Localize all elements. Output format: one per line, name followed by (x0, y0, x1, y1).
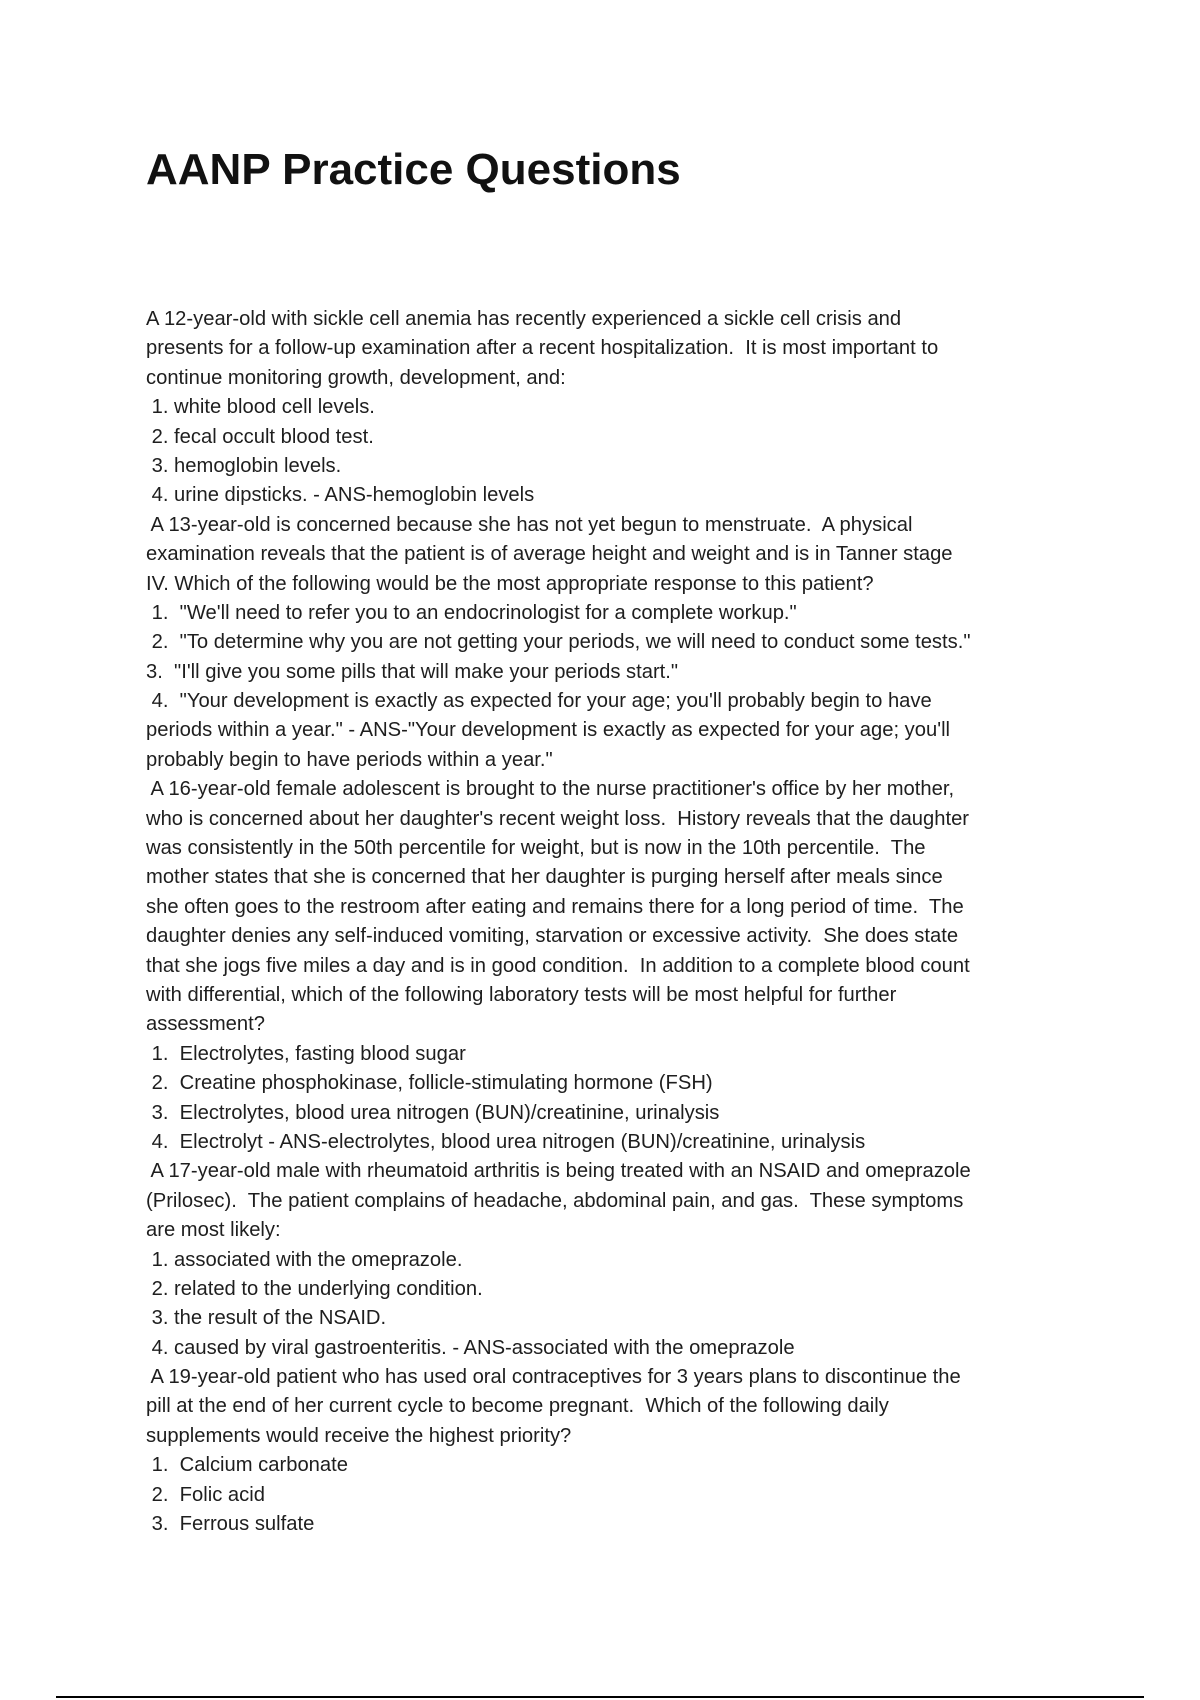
text-line: probably begin to have periods within a year." (146, 748, 553, 771)
text-line: was consistently in the 50th percentile for weight, but is now in the 10th percentile. The (146, 837, 926, 860)
text-line: pill at the end of her current cycle to become pregnant. Which of the following daily (146, 1395, 889, 1418)
text-line: periods within a year." - ANS-"Your development is exactly as expected for your age; you'll (146, 719, 951, 742)
text-line: who is concerned about her daughter's recent weight loss. History reveals that the daughter (146, 807, 970, 830)
text-line: daughter denies any self-induced vomiting, starvation or excessive activity. She does state (146, 925, 959, 948)
text-line: with differential, which of the following laboratory tests will be most helpful for further (146, 983, 897, 1006)
text-line: A 16-year-old female adolescent is brought to the nurse practitioner's office by her mother, (146, 778, 955, 801)
text-line: 4. "Your development is exactly as expected for your age; you'll probably begin to have (146, 690, 932, 713)
text-line: that she jogs five miles a day and is in good condition. In addition to a complete blood count (146, 954, 970, 977)
page-title: AANP Practice Questions (146, 145, 681, 194)
text-line: mother states that she is concerned that her daughter is purging herself after meals since (146, 866, 943, 889)
text-line: 4. urine dipsticks. - ANS-hemoglobin levels (146, 484, 535, 507)
text-line: 1. associated with the omeprazole. (146, 1248, 463, 1271)
text-line: continue monitoring growth, development, and: (146, 366, 566, 389)
text-line: 3. the result of the NSAID. (146, 1307, 387, 1330)
text-line: A 13-year-old is concerned because she has not yet begun to menstruate. A physical (146, 513, 913, 536)
text-line: 3. "I'll give you some pills that will make your periods start." (146, 660, 679, 683)
text-line: 2. Creatine phosphokinase, follicle-stimulating hormone (FSH) (146, 1072, 713, 1095)
text-line: 2. Folic acid (146, 1483, 265, 1506)
text-line: presents for a follow-up examination after a recent hospitalization. It is most important to (146, 337, 939, 360)
text-line: 2. "To determine why you are not getting your periods, we will need to conduct some tests." (146, 631, 971, 654)
text-line: are most likely: (146, 1219, 281, 1242)
text-line: A 19-year-old patient who has used oral contraceptives for 3 years plans to discontinue the (146, 1366, 961, 1389)
text-line: 3. Electrolytes, blood urea nitrogen (BUN)/creatinine, urinalysis (146, 1101, 720, 1124)
text-line: 1. "We'll need to refer you to an endocrinologist for a complete workup." (146, 601, 797, 624)
text-line: 1. white blood cell levels. (146, 396, 375, 419)
text-line: 4. caused by viral gastroenteritis. - ANS-associated with the omeprazole (146, 1336, 795, 1359)
text-line: 2. fecal occult blood test. (146, 425, 374, 448)
text-line: (Prilosec). The patient complains of headache, abdominal pain, and gas. These symptoms (146, 1189, 964, 1212)
text-line: A 12-year-old with sickle cell anemia has recently experienced a sickle cell crisis and (146, 308, 902, 330)
text-line: 3. hemoglobin levels. (146, 454, 342, 477)
text-line: she often goes to the restroom after eating and remains there for a long period of time. The (146, 895, 964, 918)
text-line: supplements would receive the highest priority? (146, 1424, 572, 1447)
text-line: 4. Electrolyt - ANS-electrolytes, blood urea nitrogen (BUN)/creatinine, urinalysis (146, 1130, 866, 1153)
text-line: assessment? (146, 1013, 265, 1036)
text-line: examination reveals that the patient is of average height and weight and is in Tanner stage (146, 543, 953, 566)
footer-divider (56, 1696, 1144, 1698)
document-body (146, 305, 1076, 1539)
text-line: 1. Electrolytes, fasting blood sugar (146, 1042, 466, 1065)
text-line: 1. Calcium carbonate (146, 1454, 348, 1477)
text-line: IV. Which of the following would be the most appropriate response to this patient? (146, 572, 874, 595)
text-line: 3. Ferrous sulfate (146, 1513, 315, 1536)
text-line: 2. related to the underlying condition. (146, 1277, 483, 1300)
text-line: A 17-year-old male with rheumatoid arthritis is being treated with an NSAID and omeprazole (146, 1160, 971, 1183)
